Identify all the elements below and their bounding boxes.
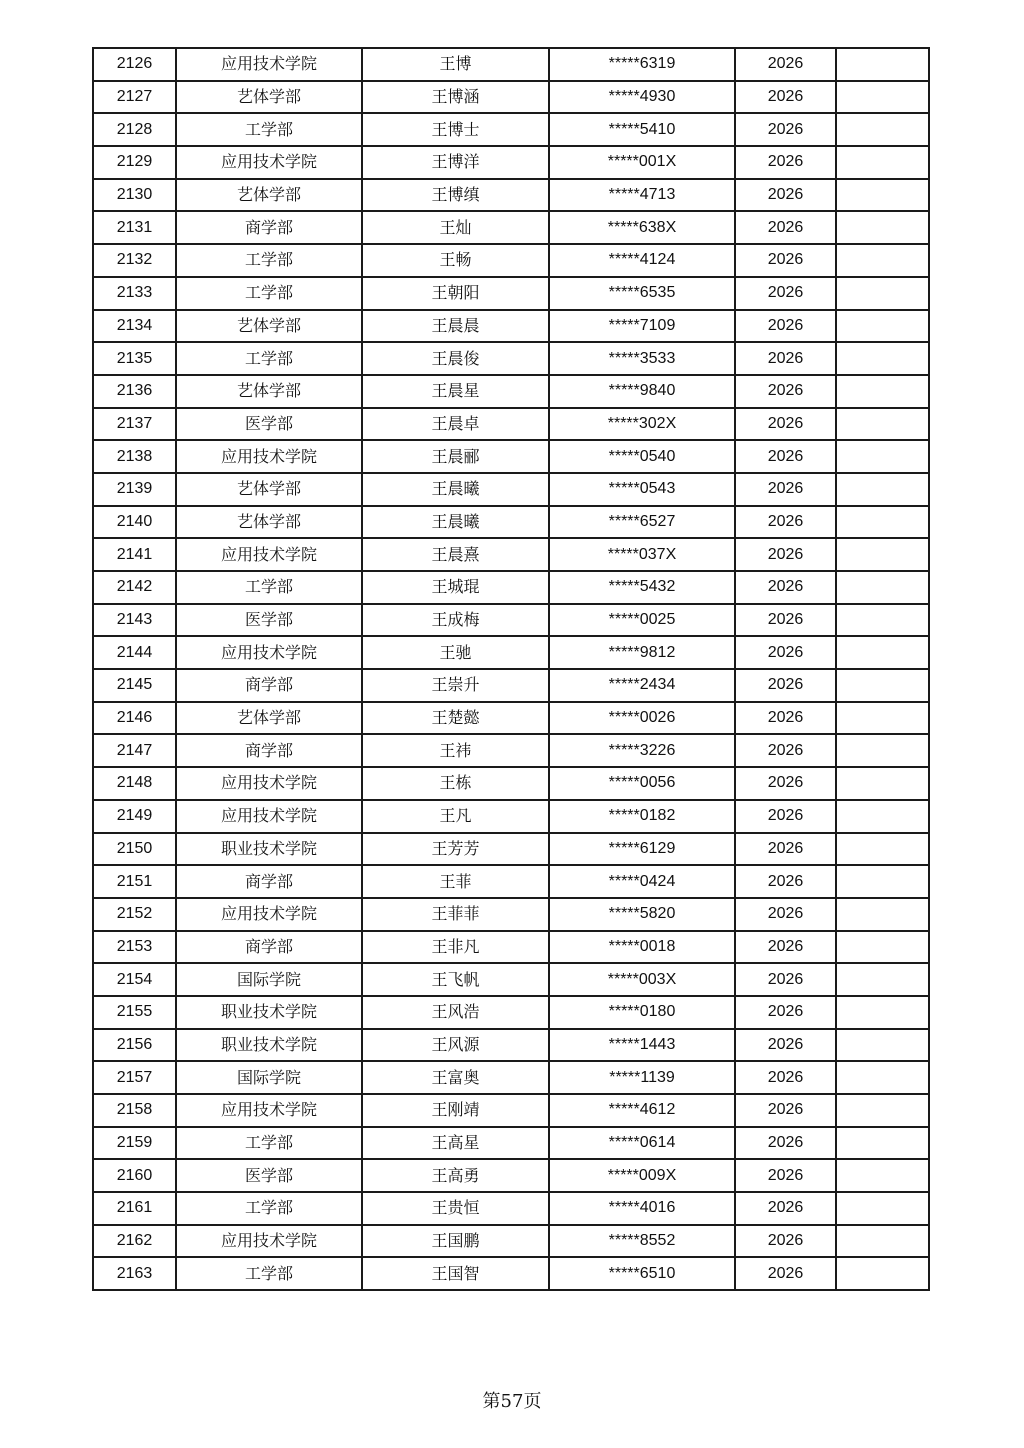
id-number-cell: *****4016 bbox=[549, 1192, 735, 1225]
department-cell: 商学部 bbox=[176, 669, 362, 702]
year-cell: 2026 bbox=[735, 408, 836, 441]
year-cell: 2026 bbox=[735, 211, 836, 244]
table-row bbox=[93, 1029, 929, 1062]
row-number-cell: 2153 bbox=[93, 931, 176, 964]
department-cell: 商学部 bbox=[176, 931, 362, 964]
student-name-cell: 王菲 bbox=[362, 865, 549, 898]
page-number: 第57页 bbox=[482, 1391, 542, 1412]
year-cell: 2026 bbox=[735, 1257, 836, 1290]
student-name-cell: 王高星 bbox=[362, 1127, 549, 1160]
department-cell: 应用技术学院 bbox=[176, 146, 362, 179]
student-roster-table bbox=[92, 47, 930, 1291]
row-number-cell: 2129 bbox=[93, 146, 176, 179]
year-cell: 2026 bbox=[735, 1029, 836, 1062]
table-row bbox=[93, 669, 929, 702]
department-cell: 医学部 bbox=[176, 1159, 362, 1192]
table-row bbox=[93, 931, 929, 964]
id-number-cell: *****6535 bbox=[549, 277, 735, 310]
student-name-cell: 王晨曦 bbox=[362, 506, 549, 539]
note-cell bbox=[836, 1257, 929, 1290]
year-cell: 2026 bbox=[735, 473, 836, 506]
id-number-cell: *****9812 bbox=[549, 636, 735, 669]
table-row bbox=[93, 440, 929, 473]
id-number-cell: *****6510 bbox=[549, 1257, 735, 1290]
note-cell bbox=[836, 604, 929, 637]
department-cell: 商学部 bbox=[176, 211, 362, 244]
row-number-cell: 2145 bbox=[93, 669, 176, 702]
note-cell bbox=[836, 179, 929, 212]
id-number-cell: *****8552 bbox=[549, 1225, 735, 1258]
note-cell bbox=[836, 996, 929, 1029]
student-name-cell: 王富奥 bbox=[362, 1061, 549, 1094]
table-row bbox=[93, 702, 929, 735]
department-cell: 应用技术学院 bbox=[176, 636, 362, 669]
year-cell: 2026 bbox=[735, 146, 836, 179]
student-name-cell: 王博洋 bbox=[362, 146, 549, 179]
row-number-cell: 2139 bbox=[93, 473, 176, 506]
note-cell bbox=[836, 865, 929, 898]
row-number-cell: 2141 bbox=[93, 538, 176, 571]
year-cell: 2026 bbox=[735, 375, 836, 408]
student-name-cell: 王飞帆 bbox=[362, 963, 549, 996]
table-row bbox=[93, 1094, 929, 1127]
student-name-cell: 王菲菲 bbox=[362, 898, 549, 931]
student-name-cell: 王博 bbox=[362, 48, 549, 81]
department-cell: 艺体学部 bbox=[176, 310, 362, 343]
id-number-cell: *****1443 bbox=[549, 1029, 735, 1062]
id-number-cell: *****4124 bbox=[549, 244, 735, 277]
department-cell: 应用技术学院 bbox=[176, 48, 362, 81]
table-row bbox=[93, 1257, 929, 1290]
id-number-cell: *****6319 bbox=[549, 48, 735, 81]
roster-body bbox=[93, 48, 929, 1290]
row-number-cell: 2138 bbox=[93, 440, 176, 473]
row-number-cell: 2135 bbox=[93, 342, 176, 375]
note-cell bbox=[836, 1029, 929, 1062]
department-cell: 医学部 bbox=[176, 604, 362, 637]
row-number-cell: 2147 bbox=[93, 734, 176, 767]
department-cell: 工学部 bbox=[176, 277, 362, 310]
department-cell: 应用技术学院 bbox=[176, 440, 362, 473]
id-number-cell: *****4713 bbox=[549, 179, 735, 212]
id-number-cell: *****302X bbox=[549, 408, 735, 441]
year-cell: 2026 bbox=[735, 800, 836, 833]
table-row bbox=[93, 898, 929, 931]
note-cell bbox=[836, 342, 929, 375]
table-row bbox=[93, 506, 929, 539]
department-cell: 艺体学部 bbox=[176, 702, 362, 735]
department-cell: 应用技术学院 bbox=[176, 767, 362, 800]
row-number-cell: 2155 bbox=[93, 996, 176, 1029]
student-name-cell: 王晨晨 bbox=[362, 310, 549, 343]
id-number-cell: *****7109 bbox=[549, 310, 735, 343]
row-number-cell: 2151 bbox=[93, 865, 176, 898]
student-name-cell: 王博士 bbox=[362, 113, 549, 146]
id-number-cell: *****0182 bbox=[549, 800, 735, 833]
department-cell: 艺体学部 bbox=[176, 506, 362, 539]
year-cell: 2026 bbox=[735, 244, 836, 277]
student-name-cell: 王凡 bbox=[362, 800, 549, 833]
table-row bbox=[93, 113, 929, 146]
row-number-cell: 2126 bbox=[93, 48, 176, 81]
row-number-cell: 2150 bbox=[93, 833, 176, 866]
department-cell: 应用技术学院 bbox=[176, 538, 362, 571]
note-cell bbox=[836, 375, 929, 408]
note-cell bbox=[836, 113, 929, 146]
note-cell bbox=[836, 48, 929, 81]
table-row bbox=[93, 734, 929, 767]
student-name-cell: 王风浩 bbox=[362, 996, 549, 1029]
student-name-cell: 王畅 bbox=[362, 244, 549, 277]
student-name-cell: 王国鹏 bbox=[362, 1225, 549, 1258]
table-row bbox=[93, 277, 929, 310]
row-number-cell: 2128 bbox=[93, 113, 176, 146]
note-cell bbox=[836, 734, 929, 767]
department-cell: 国际学院 bbox=[176, 963, 362, 996]
id-number-cell: *****003X bbox=[549, 963, 735, 996]
note-cell bbox=[836, 408, 929, 441]
id-number-cell: *****6527 bbox=[549, 506, 735, 539]
table-row bbox=[93, 833, 929, 866]
row-number-cell: 2143 bbox=[93, 604, 176, 637]
row-number-cell: 2130 bbox=[93, 179, 176, 212]
id-number-cell: *****001X bbox=[549, 146, 735, 179]
note-cell bbox=[836, 211, 929, 244]
id-number-cell: *****0540 bbox=[549, 440, 735, 473]
student-name-cell: 王崇升 bbox=[362, 669, 549, 702]
note-cell bbox=[836, 506, 929, 539]
student-name-cell: 王栋 bbox=[362, 767, 549, 800]
id-number-cell: *****0614 bbox=[549, 1127, 735, 1160]
department-cell: 职业技术学院 bbox=[176, 996, 362, 1029]
id-number-cell: *****9840 bbox=[549, 375, 735, 408]
row-number-cell: 2144 bbox=[93, 636, 176, 669]
table-row bbox=[93, 963, 929, 996]
note-cell bbox=[836, 702, 929, 735]
year-cell: 2026 bbox=[735, 506, 836, 539]
note-cell bbox=[836, 1127, 929, 1160]
year-cell: 2026 bbox=[735, 702, 836, 735]
id-number-cell: *****0018 bbox=[549, 931, 735, 964]
id-number-cell: *****4930 bbox=[549, 81, 735, 114]
id-number-cell: *****0025 bbox=[549, 604, 735, 637]
year-cell: 2026 bbox=[735, 1225, 836, 1258]
year-cell: 2026 bbox=[735, 898, 836, 931]
student-name-cell: 王晨星 bbox=[362, 375, 549, 408]
department-cell: 职业技术学院 bbox=[176, 1029, 362, 1062]
id-number-cell: *****5410 bbox=[549, 113, 735, 146]
id-number-cell: *****0180 bbox=[549, 996, 735, 1029]
year-cell: 2026 bbox=[735, 669, 836, 702]
year-cell: 2026 bbox=[735, 833, 836, 866]
student-name-cell: 王博涵 bbox=[362, 81, 549, 114]
note-cell bbox=[836, 571, 929, 604]
department-cell: 商学部 bbox=[176, 865, 362, 898]
table-row bbox=[93, 1061, 929, 1094]
table-row bbox=[93, 636, 929, 669]
table-row bbox=[93, 1225, 929, 1258]
department-cell: 工学部 bbox=[176, 1257, 362, 1290]
row-number-cell: 2161 bbox=[93, 1192, 176, 1225]
year-cell: 2026 bbox=[735, 113, 836, 146]
student-name-cell: 王朝阳 bbox=[362, 277, 549, 310]
id-number-cell: *****6129 bbox=[549, 833, 735, 866]
department-cell: 工学部 bbox=[176, 113, 362, 146]
id-number-cell: *****638X bbox=[549, 211, 735, 244]
note-cell bbox=[836, 636, 929, 669]
table-row bbox=[93, 538, 929, 571]
department-cell: 职业技术学院 bbox=[176, 833, 362, 866]
year-cell: 2026 bbox=[735, 604, 836, 637]
note-cell bbox=[836, 538, 929, 571]
note-cell bbox=[836, 1061, 929, 1094]
note-cell bbox=[836, 1159, 929, 1192]
department-cell: 艺体学部 bbox=[176, 81, 362, 114]
id-number-cell: *****037X bbox=[549, 538, 735, 571]
table-row bbox=[93, 342, 929, 375]
row-number-cell: 2142 bbox=[93, 571, 176, 604]
year-cell: 2026 bbox=[735, 538, 836, 571]
student-name-cell: 王晨卓 bbox=[362, 408, 549, 441]
year-cell: 2026 bbox=[735, 1127, 836, 1160]
department-cell: 医学部 bbox=[176, 408, 362, 441]
row-number-cell: 2127 bbox=[93, 81, 176, 114]
table-row bbox=[93, 244, 929, 277]
student-name-cell: 王国智 bbox=[362, 1257, 549, 1290]
row-number-cell: 2149 bbox=[93, 800, 176, 833]
row-number-cell: 2154 bbox=[93, 963, 176, 996]
department-cell: 应用技术学院 bbox=[176, 800, 362, 833]
student-name-cell: 王风源 bbox=[362, 1029, 549, 1062]
student-name-cell: 王贵恒 bbox=[362, 1192, 549, 1225]
id-number-cell: *****1139 bbox=[549, 1061, 735, 1094]
note-cell bbox=[836, 310, 929, 343]
student-name-cell: 王高勇 bbox=[362, 1159, 549, 1192]
year-cell: 2026 bbox=[735, 1061, 836, 1094]
id-number-cell: *****009X bbox=[549, 1159, 735, 1192]
table-row bbox=[93, 408, 929, 441]
department-cell: 艺体学部 bbox=[176, 375, 362, 408]
note-cell bbox=[836, 81, 929, 114]
id-number-cell: *****3533 bbox=[549, 342, 735, 375]
table-row bbox=[93, 81, 929, 114]
year-cell: 2026 bbox=[735, 734, 836, 767]
student-name-cell: 王博缜 bbox=[362, 179, 549, 212]
student-name-cell: 王晨郦 bbox=[362, 440, 549, 473]
note-cell bbox=[836, 244, 929, 277]
student-name-cell: 王刚靖 bbox=[362, 1094, 549, 1127]
row-number-cell: 2160 bbox=[93, 1159, 176, 1192]
department-cell: 应用技术学院 bbox=[176, 1225, 362, 1258]
row-number-cell: 2137 bbox=[93, 408, 176, 441]
note-cell bbox=[836, 931, 929, 964]
year-cell: 2026 bbox=[735, 1159, 836, 1192]
row-number-cell: 2131 bbox=[93, 211, 176, 244]
year-cell: 2026 bbox=[735, 440, 836, 473]
student-name-cell: 王非凡 bbox=[362, 931, 549, 964]
note-cell bbox=[836, 146, 929, 179]
table-row bbox=[93, 310, 929, 343]
student-name-cell: 王祎 bbox=[362, 734, 549, 767]
table-row bbox=[93, 179, 929, 212]
student-name-cell: 王晨熹 bbox=[362, 538, 549, 571]
year-cell: 2026 bbox=[735, 1192, 836, 1225]
department-cell: 应用技术学院 bbox=[176, 898, 362, 931]
note-cell bbox=[836, 963, 929, 996]
id-number-cell: *****5820 bbox=[549, 898, 735, 931]
student-name-cell: 王晨俊 bbox=[362, 342, 549, 375]
student-name-cell: 王驰 bbox=[362, 636, 549, 669]
table-row bbox=[93, 1159, 929, 1192]
department-cell: 艺体学部 bbox=[176, 179, 362, 212]
row-number-cell: 2158 bbox=[93, 1094, 176, 1127]
id-number-cell: *****5432 bbox=[549, 571, 735, 604]
id-number-cell: *****0056 bbox=[549, 767, 735, 800]
id-number-cell: *****3226 bbox=[549, 734, 735, 767]
year-cell: 2026 bbox=[735, 767, 836, 800]
row-number-cell: 2133 bbox=[93, 277, 176, 310]
table-row bbox=[93, 375, 929, 408]
year-cell: 2026 bbox=[735, 636, 836, 669]
id-number-cell: *****0424 bbox=[549, 865, 735, 898]
row-number-cell: 2159 bbox=[93, 1127, 176, 1160]
row-number-cell: 2156 bbox=[93, 1029, 176, 1062]
year-cell: 2026 bbox=[735, 1094, 836, 1127]
note-cell bbox=[836, 833, 929, 866]
year-cell: 2026 bbox=[735, 963, 836, 996]
note-cell bbox=[836, 1094, 929, 1127]
row-number-cell: 2132 bbox=[93, 244, 176, 277]
table-row bbox=[93, 211, 929, 244]
row-number-cell: 2148 bbox=[93, 767, 176, 800]
row-number-cell: 2152 bbox=[93, 898, 176, 931]
department-cell: 工学部 bbox=[176, 244, 362, 277]
note-cell bbox=[836, 1192, 929, 1225]
table-row bbox=[93, 800, 929, 833]
student-name-cell: 王晨曦 bbox=[362, 473, 549, 506]
table-row bbox=[93, 604, 929, 637]
table-row bbox=[93, 1192, 929, 1225]
year-cell: 2026 bbox=[735, 996, 836, 1029]
note-cell bbox=[836, 277, 929, 310]
table-row bbox=[93, 146, 929, 179]
department-cell: 应用技术学院 bbox=[176, 1094, 362, 1127]
department-cell: 工学部 bbox=[176, 342, 362, 375]
note-cell bbox=[836, 767, 929, 800]
note-cell bbox=[836, 440, 929, 473]
year-cell: 2026 bbox=[735, 342, 836, 375]
department-cell: 国际学院 bbox=[176, 1061, 362, 1094]
row-number-cell: 2136 bbox=[93, 375, 176, 408]
note-cell bbox=[836, 800, 929, 833]
year-cell: 2026 bbox=[735, 179, 836, 212]
student-name-cell: 王城琨 bbox=[362, 571, 549, 604]
department-cell: 商学部 bbox=[176, 734, 362, 767]
row-number-cell: 2162 bbox=[93, 1225, 176, 1258]
row-number-cell: 2140 bbox=[93, 506, 176, 539]
year-cell: 2026 bbox=[735, 277, 836, 310]
year-cell: 2026 bbox=[735, 931, 836, 964]
table-row bbox=[93, 767, 929, 800]
student-name-cell: 王楚懿 bbox=[362, 702, 549, 735]
year-cell: 2026 bbox=[735, 865, 836, 898]
table-row bbox=[93, 865, 929, 898]
row-number-cell: 2157 bbox=[93, 1061, 176, 1094]
year-cell: 2026 bbox=[735, 81, 836, 114]
student-name-cell: 王灿 bbox=[362, 211, 549, 244]
table-row bbox=[93, 48, 929, 81]
table-row bbox=[93, 996, 929, 1029]
id-number-cell: *****0026 bbox=[549, 702, 735, 735]
row-number-cell: 2146 bbox=[93, 702, 176, 735]
note-cell bbox=[836, 473, 929, 506]
note-cell bbox=[836, 898, 929, 931]
id-number-cell: *****0543 bbox=[549, 473, 735, 506]
table-row bbox=[93, 1127, 929, 1160]
year-cell: 2026 bbox=[735, 571, 836, 604]
department-cell: 工学部 bbox=[176, 1192, 362, 1225]
student-name-cell: 王成梅 bbox=[362, 604, 549, 637]
note-cell bbox=[836, 1225, 929, 1258]
id-number-cell: *****2434 bbox=[549, 669, 735, 702]
student-name-cell: 王芳芳 bbox=[362, 833, 549, 866]
table-row bbox=[93, 571, 929, 604]
department-cell: 艺体学部 bbox=[176, 473, 362, 506]
id-number-cell: *****4612 bbox=[549, 1094, 735, 1127]
year-cell: 2026 bbox=[735, 310, 836, 343]
table-row bbox=[93, 473, 929, 506]
department-cell: 工学部 bbox=[176, 571, 362, 604]
year-cell: 2026 bbox=[735, 48, 836, 81]
row-number-cell: 2134 bbox=[93, 310, 176, 343]
note-cell bbox=[836, 669, 929, 702]
department-cell: 工学部 bbox=[176, 1127, 362, 1160]
row-number-cell: 2163 bbox=[93, 1257, 176, 1290]
